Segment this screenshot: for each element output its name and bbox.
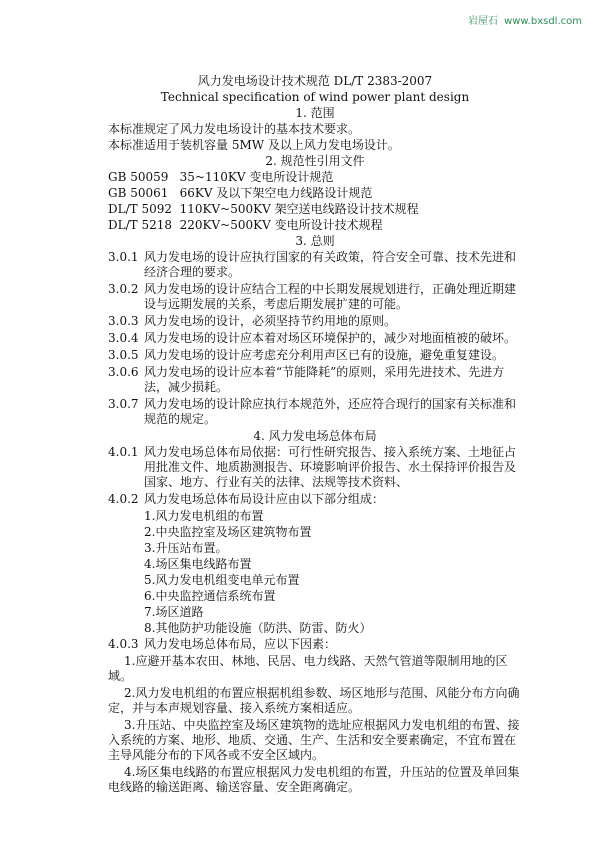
- clause: [108, 314, 522, 329]
- reference-row: [108, 218, 522, 233]
- reference-title: 220KV~500KV 变电所设计技术规程: [179, 218, 383, 232]
- clause: [108, 492, 522, 507]
- document-title-cn: 风力发电场设计技术规范 DL/T 2383-2007: [197, 74, 433, 88]
- factor-paragraph: 2.风力发电机组的布置应根据机组参数、场区地形与范围、风能分布方向确定，并与本声规划容量、接入系统方案相适应。: [108, 686, 520, 715]
- factor-paragraph: 1.应避开基本农田、林地、民居、电力线路、天然气管道等限制用地的区域。: [108, 654, 508, 683]
- list-item: 5.风力发电机组变电单元布置: [144, 573, 300, 587]
- list-item: 7.场区道路: [144, 605, 204, 619]
- clause-number: 3.0.2: [108, 282, 139, 296]
- factor-paragraph: 4.场区集电线路的布置应根据风力发电机组的布置，升压站的位置及单回集电线路的输送距离、输送容量、安全距离确定。: [108, 765, 520, 794]
- section-1-heading: 1. 范围: [295, 106, 335, 120]
- watermark-brand: 岩屋石: [468, 16, 499, 27]
- section-3-heading: 3. 总则: [295, 234, 335, 248]
- clause: [108, 282, 522, 312]
- clause: [108, 348, 522, 363]
- clause: [108, 637, 522, 652]
- reference-row: [108, 186, 522, 201]
- factor-paragraph: 3.升压站、中央监控室及场区建筑物的选址应根据风力发电机组的布置、接入系统的方案、地形、地质、交通、生产、生活和安全要素确定，不宜布置在主导风能分布的下风各或不安全区域内。: [108, 718, 520, 762]
- clause: [108, 250, 522, 280]
- clause-number: 3.0.5: [108, 348, 139, 362]
- clause: [108, 365, 522, 395]
- clause-number: 3.0.6: [108, 365, 139, 379]
- reference-row: [108, 170, 522, 185]
- list-item: 6.中央监控通信系统布置: [144, 589, 276, 603]
- clause-text: 风力发电场的设计除应执行本规范外，还应符合现行的国家有关标准和规范的规定。: [144, 397, 517, 426]
- clause-number: 4.0.1: [108, 445, 139, 459]
- clause-text: 风力发电场总体布局，应以下因素：: [144, 637, 337, 651]
- reference-title: 35~110KV 变电所设计规范: [179, 170, 334, 184]
- reference-code: DL/T 5092: [108, 202, 172, 216]
- list-item: 4.场区集电线路布置: [144, 557, 252, 571]
- section-1-para: 本标准规定了风力发电场设计的基本技术要求。: [108, 122, 361, 136]
- component-list: [108, 509, 522, 636]
- clause-number: 3.0.3: [108, 314, 139, 328]
- clause-number: 3.0.1: [108, 250, 139, 264]
- clause-number: 3.0.4: [108, 331, 139, 345]
- document-title-en: Technical specification of wind power plant design: [160, 90, 470, 104]
- clause: [108, 445, 522, 490]
- reference-code: DL/T 5218: [108, 218, 172, 232]
- reference-title: 110KV~500KV 架空送电线路设计技术规程: [179, 202, 419, 216]
- clause-text: 风力发电场的设计应本着对场区环境保护的，减少对地面植被的破坏。: [144, 331, 517, 345]
- clause-text: 风力发电场的设计应结合工程的中长期发展规划进行，正确处理近期建设与远期发展的关系，考虑后期发展扩建的可能。: [144, 282, 517, 311]
- reference-row: [108, 202, 522, 217]
- clause-text: 风力发电场的设计应执行国家的有关政策，符合安全可靠、技术先进和经济合理的要求。: [144, 250, 517, 279]
- list-item: 2.中央监控室及场区建筑物布置: [144, 525, 312, 539]
- clause: [108, 397, 522, 427]
- clause: [108, 331, 522, 346]
- section-4-heading: 4. 风力发电场总体布局: [253, 429, 377, 443]
- clause-text: 风力发电场的设计，必须坚持节约用地的原则。: [144, 314, 397, 328]
- clause-text: 风力发电场总体布局设计应由以下部分组成：: [144, 492, 385, 506]
- reference-code: GB 50059: [108, 170, 169, 184]
- clause-text: 风力发电场的设计应考虑充分利用声区已有的设施，避免重复建设。: [144, 348, 505, 362]
- list-item: 1.风力发电机组的布置: [144, 509, 264, 523]
- watermark: [468, 14, 582, 29]
- clause-number: 4.0.3: [108, 637, 139, 651]
- watermark-url: www.bxsdl.com: [504, 16, 582, 27]
- reference-title: 66KV 及以下架空电力线路设计规范: [179, 186, 373, 200]
- clause-text: 风力发电场总体布局依据：可行性研究报告、接入系统方案、土地征占用批准文件、地质勘测报告、环境影响评价报告、水土保持评价报告及国家、地方、行业有关的法律、法规等技术资料、: [144, 445, 517, 489]
- reference-code: GB 50061: [108, 186, 169, 200]
- section-2-heading: 2. 规范性引用文件: [265, 154, 365, 168]
- list-item: 8.其他防护功能设施（防洪、防雷、防火）: [144, 621, 372, 635]
- clause-number: 3.0.7: [108, 397, 139, 411]
- clause-number: 4.0.2: [108, 492, 139, 506]
- list-item: 3.升压站布置。: [144, 541, 228, 555]
- clause-text: 风力发电场的设计应本着“节能降耗”的原则，采用先进技术、先进方法，减少损耗。: [144, 365, 505, 394]
- document-page: [108, 74, 522, 797]
- section-1-para: 本标准适用于装机容量 5MW 及以上风力发电场设计。: [108, 138, 400, 152]
